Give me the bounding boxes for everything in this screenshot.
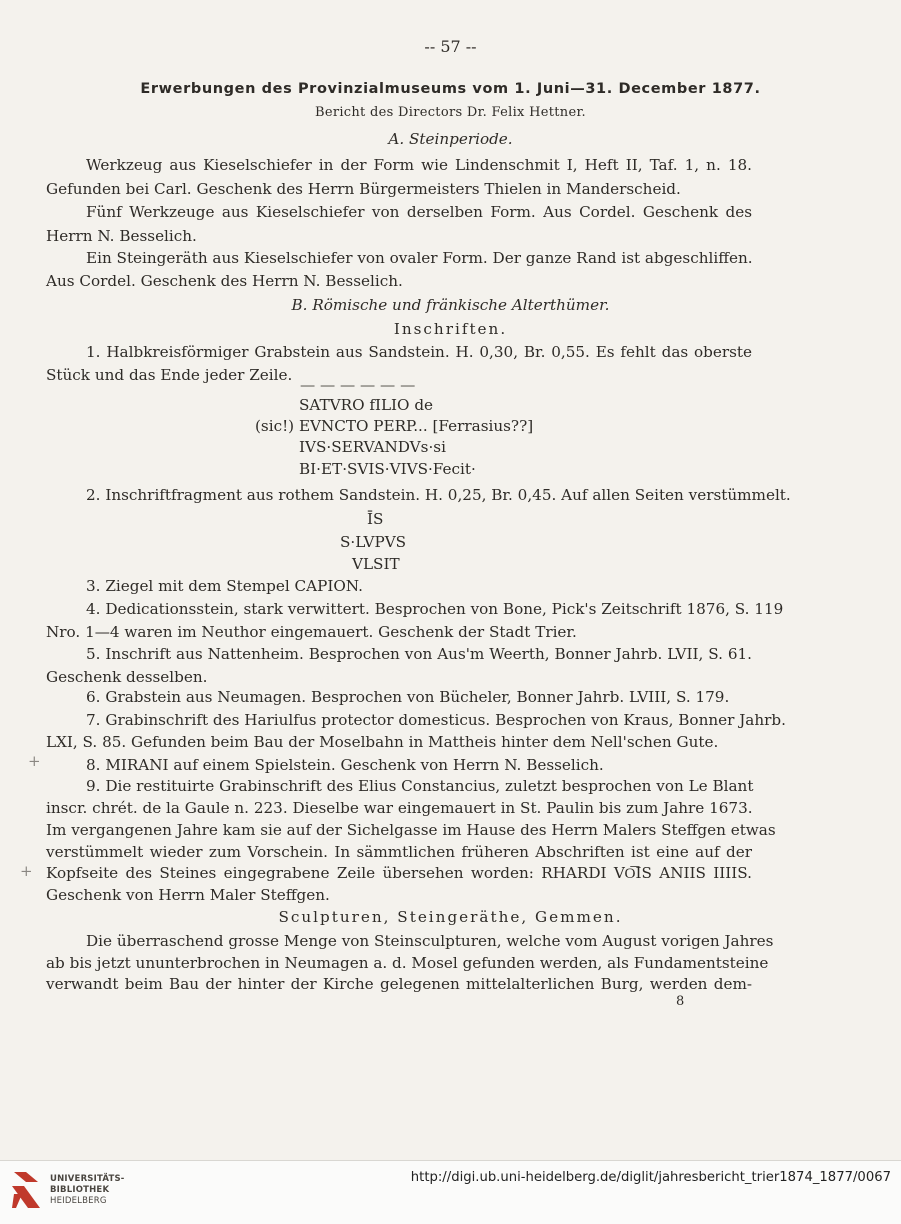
text-line: Werkzeug aus Kieselschiefer in der Form wie Lindenschmit I, Heft II, Taf. 1, n. 18.: [86, 156, 752, 174]
text-line: Die überraschend grosse Menge von Steinsculpturen, welche vom August vorigen Jahres: [86, 932, 774, 950]
text-line: Nro. 1—4 waren im Neuthor eingemauert. Geschenk der Stadt Trier.: [46, 623, 577, 641]
text-line: LXI, S. 85. Gefunden beim Bau der Moselbahn in Mattheis hinter dem Nell'schen Gute.: [46, 733, 719, 751]
inscription-line: IVS·SERVANDVs·si: [299, 438, 446, 456]
text-line: 3. Ziegel mit dem Stempel CAPION.: [86, 577, 363, 595]
inscription-line: ĪS: [367, 510, 384, 528]
page-title: Erwerbungen des Provinzialmuseums vom 1. Juni—31. December 1877.: [140, 81, 761, 97]
signature-mark: 8: [676, 994, 685, 1009]
text-line: 7. Grabinschrift des Hariulfus protector domesticus. Besprochen von Kraus, Bonner Jahrb.: [86, 711, 786, 729]
byline: Bericht des Directors Dr. Felix Hettner.: [314, 105, 586, 120]
inscription-line: SATVRO fILIO de: [299, 396, 434, 414]
inscriptions-title: Inschriften.: [393, 320, 508, 338]
page-number: -- 57 --: [424, 37, 477, 56]
text-line: Aus Cordel. Geschenk des Herrn N. Besselich.: [46, 272, 403, 290]
text-line: inscr. chrét. de la Gaule n. 223. Dieselbe war eingemauert in St. Paulin bis zum Jahre 1673.: [46, 799, 753, 817]
text-line: Geschenk desselben.: [46, 668, 208, 686]
text-line: verstümmelt wieder zum Vorschein. In sämmtlichen früheren Abschriften ist eine auf der: [46, 843, 752, 861]
text-line: verwandt beim Bau der hinter der Kirche gelegenen mittelalterlichen Burg, werden dem-: [46, 975, 752, 993]
source-url[interactable]: http://digi.ub.uni-heidelberg.de/diglit/jahresbericht_trier1874_1877/0067: [410, 1170, 891, 1185]
logo-text-line: HEIDELBERG: [50, 1196, 107, 1206]
inscription-dashes: — — — — — —: [300, 376, 416, 394]
text-line: Ein Steingeräth aus Kieselschiefer von ovaler Form. Der ganze Rand ist abgeschliffen.: [86, 249, 753, 267]
inscription-line: VLSIT: [352, 555, 400, 573]
inscription-line: (sic!) EVNCTO PERP... [Ferrasius??]: [255, 417, 534, 435]
margin-mark: +: [28, 752, 41, 770]
sculptures-title: Sculpturen, Steingeräthe, Gemmen.: [278, 908, 623, 926]
text-line: 9. Die restituirte Grabinschrift des Elius Constancius, zuletzt besprochen von Le Blant: [86, 777, 754, 795]
text-line: 6. Grabstein aus Neumagen. Besprochen von Bücheler, Bonner Jahrb. LVIII, S. 179.: [86, 688, 730, 706]
inscription-line: BI·ET·SVIS·VIVS·Fecit·: [299, 460, 476, 478]
university-logo-icon: [10, 1168, 44, 1212]
text-line: Im vergangenen Jahre kam sie auf der Sichelgasse im Hause des Herrn Malers Steffgen etwas: [46, 821, 776, 839]
text-line: 5. Inschrift aus Nattenheim. Besprochen von Aus'm Weerth, Bonner Jahrb. LVII, S. 61.: [86, 645, 752, 663]
text-line: Kopfseite des Steines eingegrabene Zeile übersehen worden: RHARDI VO͞IS ANIIS IIIIS.: [46, 864, 752, 882]
logo-text-line: BIBLIOTHEK: [50, 1185, 110, 1195]
logo-text-line: UNIVERSITÄTS-: [50, 1174, 125, 1184]
section-b-title: B. Römische und fränkische Alterthümer.: [291, 296, 610, 314]
text-line: 1. Halbkreisförmiger Grabstein aus Sandstein. H. 0,30, Br. 0,55. Es fehlt das oberste: [86, 343, 752, 361]
text-line: Herrn N. Besselich.: [46, 227, 197, 245]
text-line: 4. Dedicationsstein, stark verwittert. Besprochen von Bone, Pick's Zeitschrift 1876, S. 119: [86, 600, 784, 618]
text-line: Gefunden bei Carl. Geschenk des Herrn Bürgermeisters Thielen in Manderscheid.: [46, 180, 681, 198]
text-line: Geschenk von Herrn Maler Steffgen.: [46, 886, 330, 904]
margin-mark: +: [20, 862, 33, 880]
text-line: ab bis jetzt ununterbrochen in Neumagen a. d. Mosel gefunden werden, als Fundamentsteine: [46, 954, 769, 972]
inscription-line: S·LVPVS: [340, 533, 407, 551]
text-line: 8. MIRANI auf einem Spielstein. Geschenk von Herrn N. Besselich.: [86, 756, 604, 774]
text-line: Fünf Werkzeuge aus Kieselschiefer von derselben Form. Aus Cordel. Geschenk des: [86, 203, 752, 221]
section-a-title: A. Steinperiode.: [388, 130, 513, 148]
text-line: 2. Inschriftfragment aus rothem Sandstein. H. 0,25, Br. 0,45. Auf allen Seiten verstümmelt.: [86, 486, 791, 504]
text-line: Stück und das Ende jeder Zeile.: [46, 366, 293, 384]
